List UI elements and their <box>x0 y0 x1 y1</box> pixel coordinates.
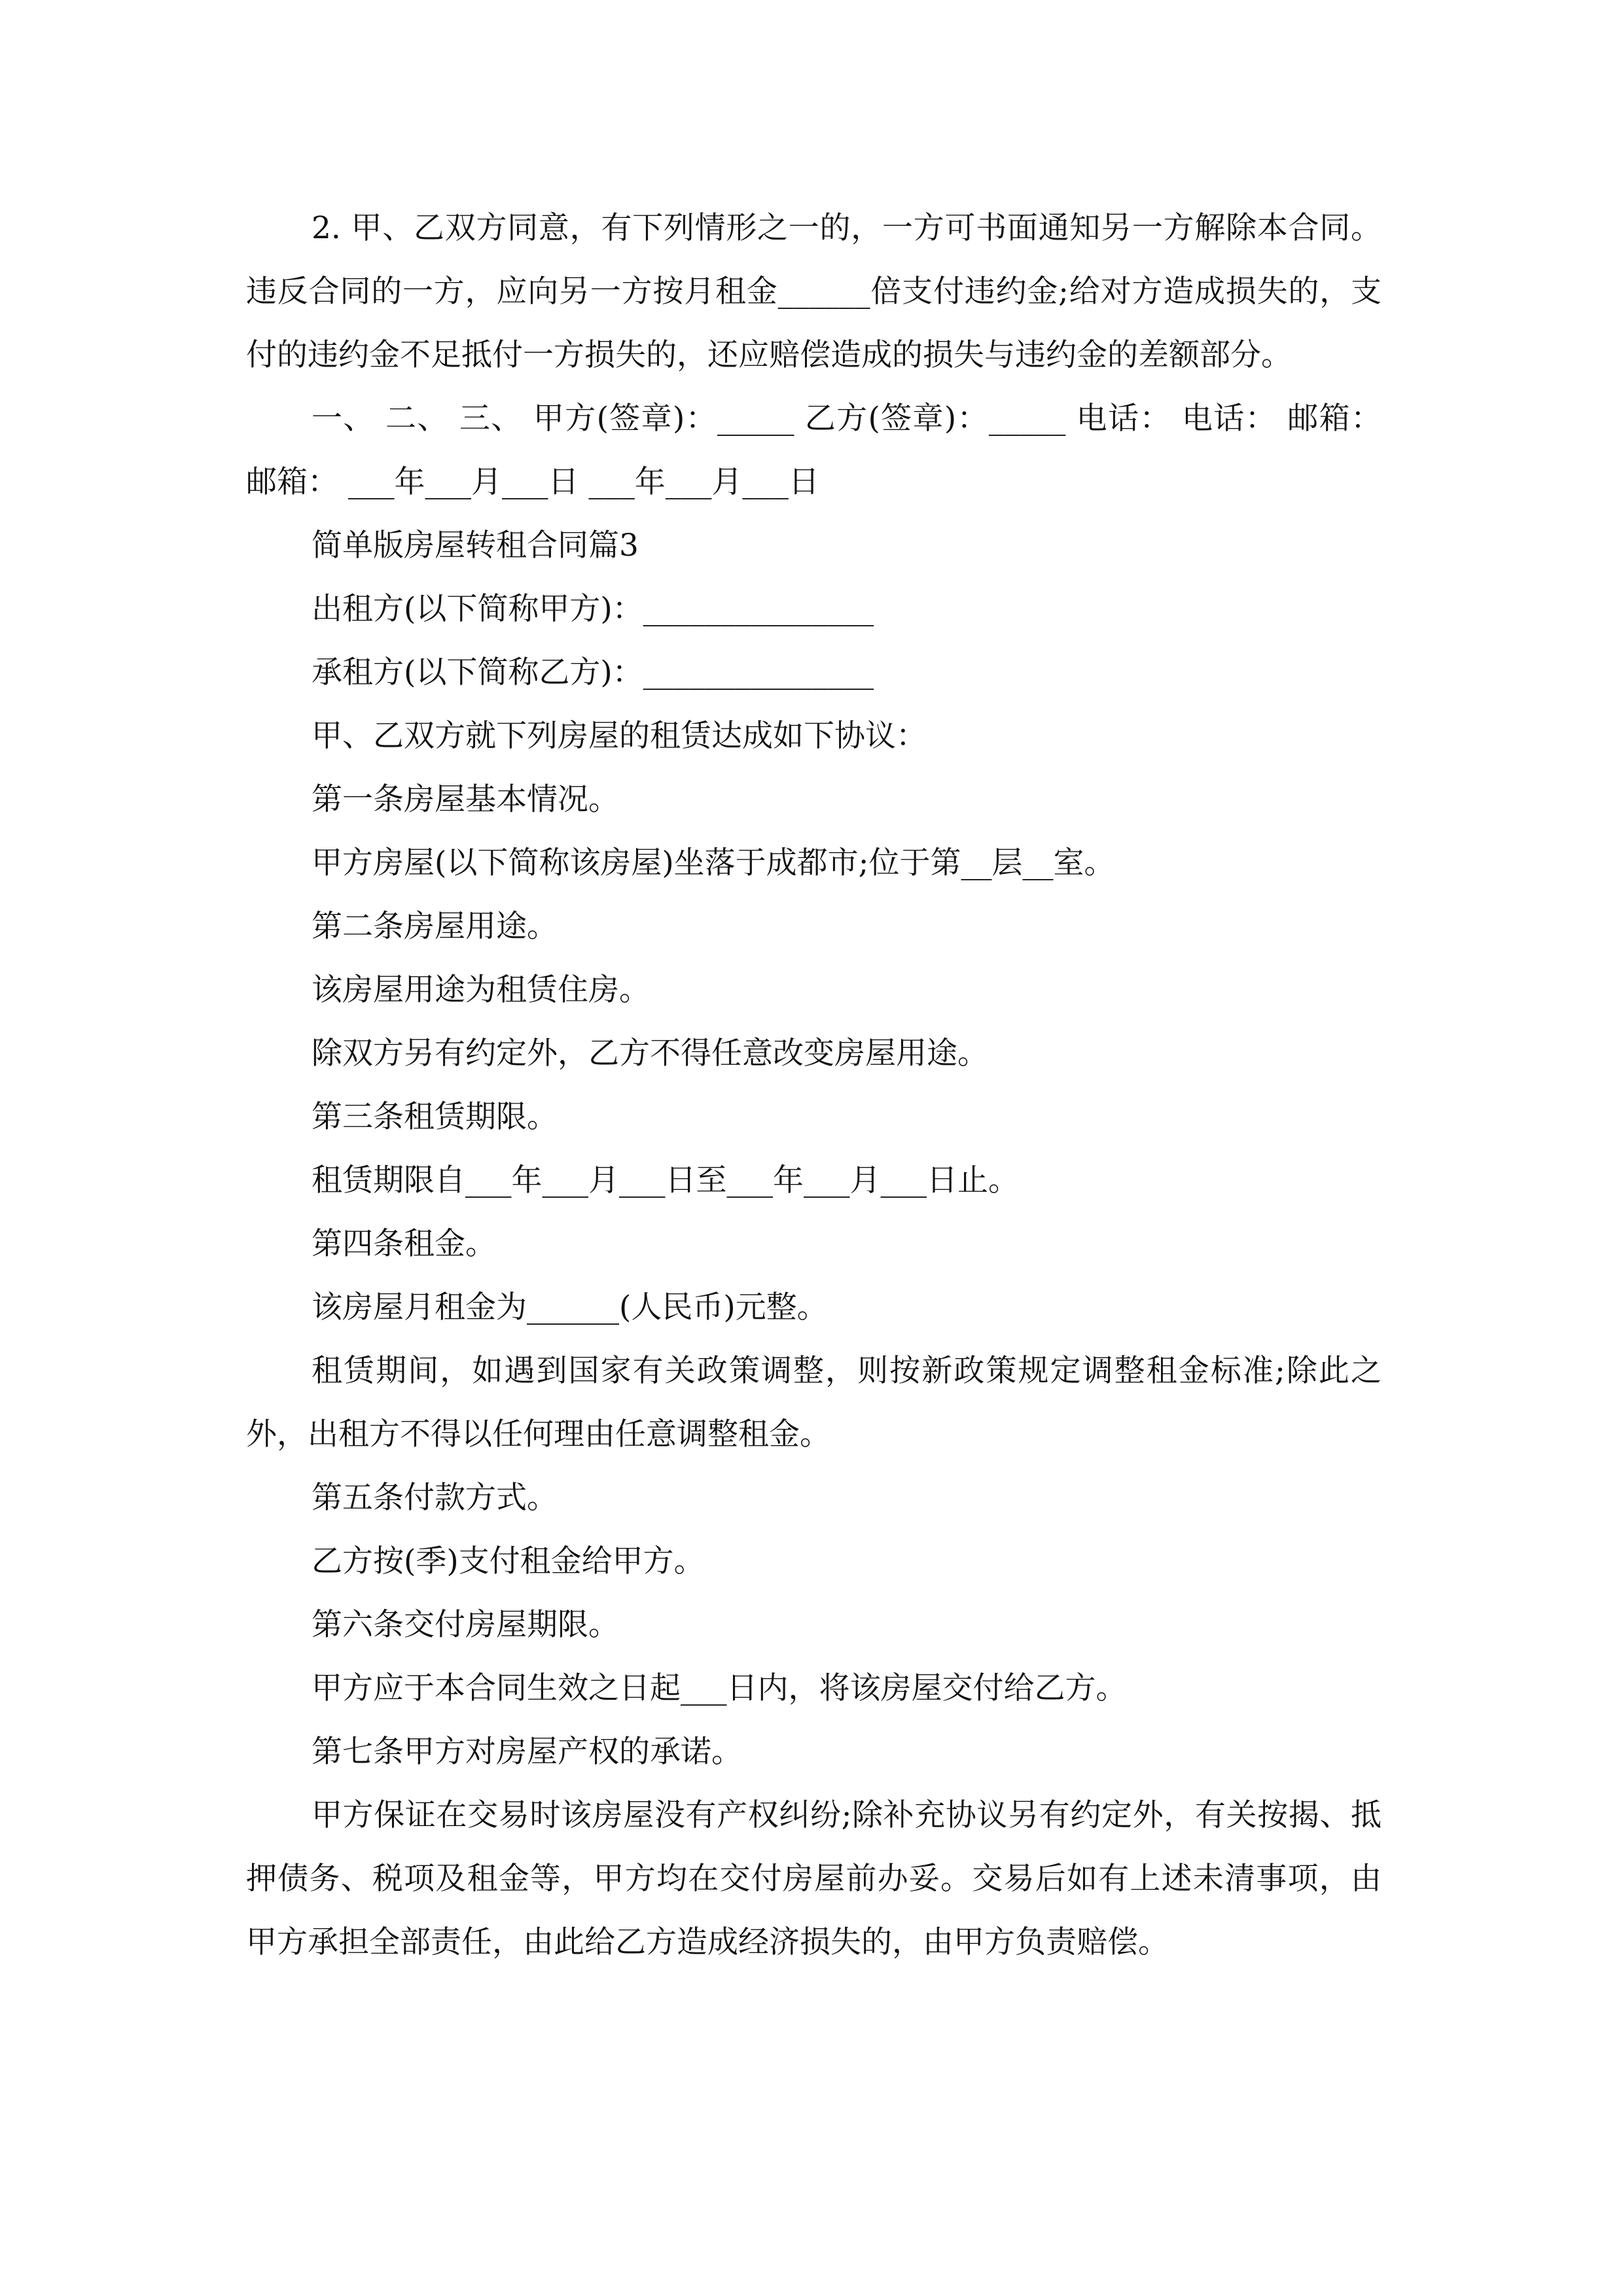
clause-2-termination: 2. 甲、乙双方同意，有下列情形之一的，一方可书面通知另一方解除本合同。违反合同的一方，应向另一方按月租金______倍支付违约金;给对方造成损失的，支付的违约金不足抵付一方损失的，还应赔偿造成的损失与违约金的差额部分。 <box>246 210 1382 373</box>
article-2-text: 该房屋用途为租赁住房。 <box>312 972 650 1008</box>
section-title: 简单版房屋转租合同篇3 <box>312 528 639 564</box>
article-5-heading: 第五条付款方式。 <box>312 1480 558 1516</box>
agreement-intro: 甲、乙双方就下列房屋的租赁达成如下协议： <box>312 718 927 754</box>
article-2-text-2: 除双方另有约定外，乙方不得任意改变房屋用途。 <box>312 1035 988 1071</box>
article-7-text: 甲方保证在交易时该房屋没有产权纠纷;除补充协议另有约定外，有关按揭、抵押债务、税项及租金等，甲方均在交付房屋前办妥。交易后如有上述未清事项，由甲方承担全部责任，由此给乙方造成经济损失的，由甲方负责赔偿。 <box>246 1797 1382 1960</box>
article-6-text: 甲方应于本合同生效之日起___日内，将该房屋交付给乙方。 <box>312 1670 1127 1706</box>
document-body <box>246 196 1391 1974</box>
article-3-heading: 第三条租赁期限。 <box>312 1099 558 1135</box>
article-6-heading: 第六条交付房屋期限。 <box>312 1607 619 1643</box>
article-1-heading: 第一条房屋基本情况。 <box>312 781 619 817</box>
article-5-text: 乙方按(季)支付租金给甲方。 <box>312 1543 705 1579</box>
signature-block: 一、 二、 三、 甲方(签章)：_____ 乙方(签章)：_____ 电话： 电话： 邮箱： 邮箱： ___年___月___日 ___年___月___日 <box>246 401 1391 500</box>
article-4-heading: 第四条租金。 <box>312 1226 496 1262</box>
article-4-text-2: 租赁期间，如遇到国家有关政策调整，则按新政策规定调整租金标准;除此之外，出租方不得以任何理由任意调整租金。 <box>246 1353 1382 1452</box>
article-1-text: 甲方房屋(以下简称该房屋)坐落于成都市;位于第__层__室。 <box>312 845 1115 881</box>
article-2-heading: 第二条房屋用途。 <box>312 908 558 944</box>
lessor-line: 出租方(以下简称甲方)：_______________ <box>312 591 874 627</box>
article-7-heading: 第七条甲方对房屋产权的承诺。 <box>312 1734 742 1770</box>
article-3-text: 租赁期限自___年___月___日至___年___月___日止。 <box>312 1162 1019 1198</box>
article-4-text: 该房屋月租金为______(人民币)元整。 <box>312 1289 828 1325</box>
lessee-line: 承租方(以下简称乙方)：_______________ <box>312 655 874 691</box>
